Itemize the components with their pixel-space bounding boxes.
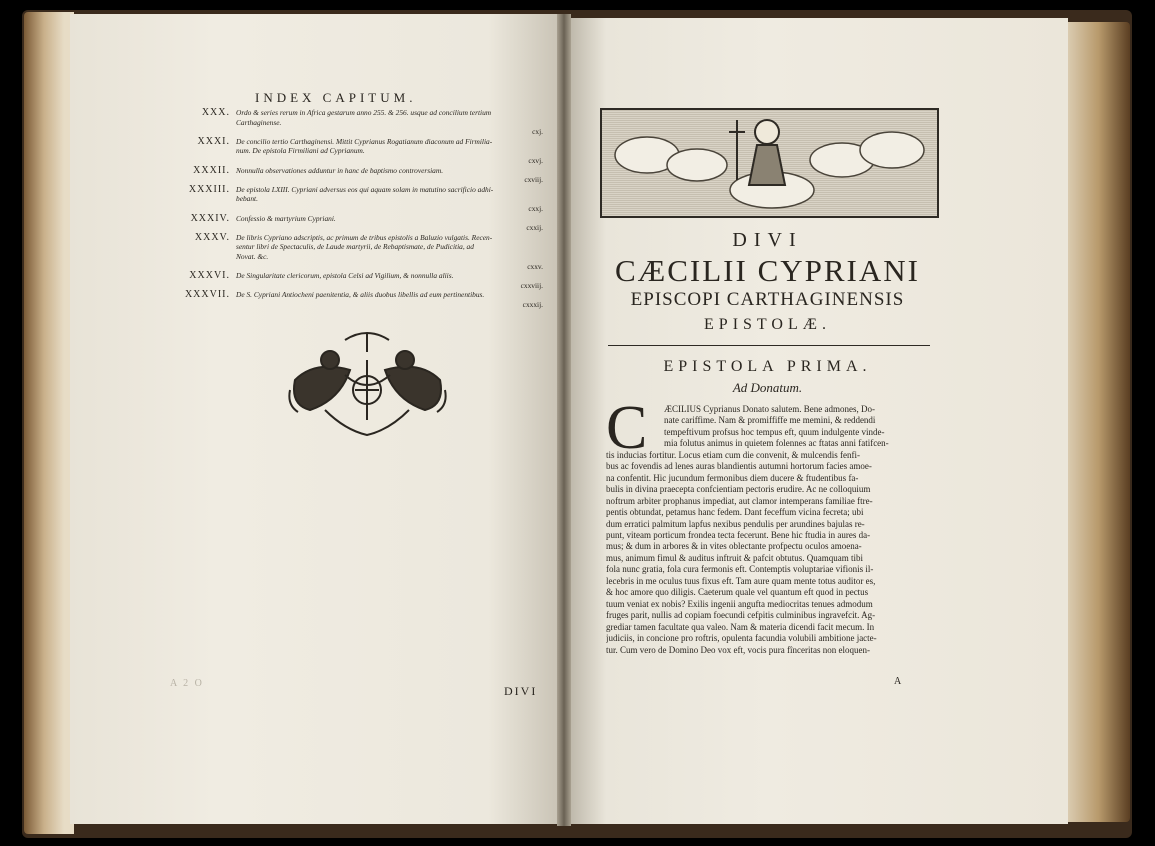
epistle-line: bulis in divina praecepta confcientiam pectoris erudire. Ac ne colloquium <box>606 484 871 495</box>
index-entry-text <box>236 166 543 185</box>
index-entry-text <box>236 271 543 290</box>
index-entry <box>178 185 543 214</box>
epistle-line: judiciis, in concione pro roftris, opulenta facundia volubili ambitione jacte- <box>606 633 877 644</box>
index-entry-number: XXXII. <box>193 164 230 176</box>
index-entry-text <box>236 137 543 166</box>
index-entry <box>178 290 543 309</box>
epistle-line: mia folutus animus in quietem folennes ac ftatas anni fatifcen- <box>664 438 889 449</box>
index-entry-line: Nonnulla observationes adduntur in hanc de baptismo controversiam. <box>236 165 444 175</box>
clouds-figure-icon <box>602 110 937 216</box>
index-entry-line: Carthaginense. <box>236 117 282 127</box>
index-entry-text <box>236 290 543 309</box>
index-entry <box>178 166 543 185</box>
index-entry-line: Novat. &c. <box>236 251 269 261</box>
index-entry-number: XXXVI. <box>189 270 230 282</box>
epistle-line: tur. Cum vero de Domino Deo vox eft, vocis pura fînceritas non eloquen- <box>606 644 870 655</box>
index-entry-page: cxxj. <box>528 203 543 213</box>
index-entry <box>178 137 543 166</box>
title-episcopi: EPISCOPI CARTHAGINENSIS <box>630 289 905 310</box>
index-entry-line: De epistola LXIII. Cypriani adversus eos qui aquam solam in matutino sacrificio adhi- <box>236 184 494 194</box>
index-entry-line: sentur libri de Spectaculis, de Laude martyrii, de Rebaptismate, de Pudicitia, ad <box>236 242 474 252</box>
epistle-line: nate cariffime. Nam & promiffiffe me memini, & reddendi <box>664 415 876 426</box>
index-entry-text <box>236 214 543 233</box>
epistle-body <box>606 404 932 656</box>
book-gutter <box>557 14 571 826</box>
epistle-line: mus, animum fimul & auditus inftruit & pafcit obtutus. Quamquam tibi <box>606 552 863 563</box>
epistle-line: grediar tamen facultate qua valeo. Nam & materia dicendi facit mecum. In <box>606 621 875 632</box>
index-entry-number: XXXVII. <box>184 289 230 301</box>
index-entry-line: Confessio & martyrium Cypriani. <box>236 213 336 223</box>
epistle-addressee: Ad Donatum. <box>732 380 803 395</box>
right-page-edges <box>1060 22 1130 822</box>
index-entry-line: De concilio tertio Carthaginensi. Mittit Cyprianus Rogatianum diaconum ad Firmilia- <box>236 136 493 146</box>
epistle-line: ÆCILIUS Cyprianus Donato salutem. Bene admones, Do- <box>664 404 875 414</box>
epistle-line: tis inducias fortitur. Locus etiam cum die convenit, & mulcendis fenfi- <box>606 449 860 460</box>
index-entry-text <box>236 108 543 137</box>
index-entry-line: bebant. <box>236 194 258 204</box>
right-catchword: A <box>894 676 902 687</box>
left-catchword: DIVI <box>504 684 538 698</box>
index-entry-number: XXX. <box>201 107 230 118</box>
epistle-heading: EPISTOLA PRIMA. <box>663 358 872 375</box>
epistle-line: noftrum arbiter prophanus impediat, aut clamor intemperans familiae ftre- <box>606 495 873 506</box>
index-entry-line: num. De epistola Firmiliani ad Cyprianum. <box>236 146 365 156</box>
epistle-line: tuum veniat ex nobis? Exilis ingenii angufta mediocritas tenues admodum <box>606 598 873 609</box>
epistle-line: bus ac fovendis ad lenes auras blandientis autumni hortorum facies amoe- <box>606 461 872 472</box>
title-rule <box>608 345 930 346</box>
index-entry-page: cxvj. <box>528 155 543 165</box>
index-entry-line: De libris Cypriano adscriptis, ac primum de tribus epistolis a Baluzio vulgatis. Recen- <box>236 232 493 242</box>
headpiece-engraving <box>600 108 939 218</box>
title-epistolae: EPISTOLÆ. <box>704 316 831 333</box>
index-entry-page: cxxxij. <box>522 299 543 309</box>
index-entry <box>178 214 543 233</box>
epistle-line: lecebris in me oculus tuus fixus eft. Tam aure quam mente totus auditor es, <box>606 575 876 586</box>
index-entry-page: cxxij. <box>526 223 543 233</box>
epistle-line: & hoc amore quo diligis. Caeterum quale vel quantum eft quod in pectus <box>606 587 869 598</box>
index-entry-number: XXXV. <box>194 231 230 243</box>
index-entry-line: Ordo & series rerum in Africa gestarum anno 255. & 256. usque ad concilium tertium <box>236 108 492 117</box>
index-entry-number: XXXIII. <box>188 183 230 195</box>
epistle-line: dum erratici palmitum lapfus nexibus pendulis per arundines bajulas re- <box>606 518 865 529</box>
title-divi: DIVI <box>732 229 803 251</box>
drop-cap: C <box>606 394 648 462</box>
index-entry-number: XXXI. <box>197 135 230 147</box>
index-entry-page: cxxviij. <box>520 280 543 290</box>
index-entry-line: De Singularitate clericorum, epistola Celsi ad Vigilium, & nonnulla aliis. <box>236 271 454 281</box>
index-entry-line: De S. Cypriani Antiocheni paenitentia, & aliis duobus libellis ad eum pertinentibus. <box>236 290 485 300</box>
index-entry-page: cxxv. <box>527 261 543 271</box>
bleed-through-text: A 2 O <box>170 678 204 689</box>
index-entry <box>178 108 543 137</box>
index-entry-page: cxj. <box>532 127 543 137</box>
index-entry-page: cxviij. <box>524 175 543 185</box>
left-page-edges <box>24 12 74 834</box>
index-entry-text <box>236 185 543 214</box>
epistle-line: mus; & dum in arbores & in vites oblectante profpectu oculos amoena- <box>606 541 862 552</box>
index-table <box>178 108 543 309</box>
epistle-line: pentis obtundat, petamus hanc fedem. Dant feceffum vicina fecreta; ubi <box>606 507 864 518</box>
floral-ornament-icon <box>285 330 450 442</box>
title-author: CÆCILII CYPRIANI <box>615 253 920 288</box>
epistle-line: fruges parit, nullis ad copiam foecundi cefpitis culminibus ingravefcit. Ag- <box>606 610 876 621</box>
index-heading: INDEX CAPITUM. <box>255 90 417 105</box>
index-entry-text <box>236 233 543 271</box>
index-entry <box>178 233 543 271</box>
epistle-line: na confentit. Hic jucundum fermonibus diem ducere & ftudentibus fa- <box>606 472 859 483</box>
index-entry-number: XXXIV. <box>190 212 230 224</box>
index-entry <box>178 271 543 290</box>
epistle-line: fola nunc gratia, fola cura fermonis eft. Contemptis voluptariae vifionis il- <box>606 564 874 575</box>
epistle-line: punt, viteam porticum frondea tecta fecerunt. Bene hic ftudia in aures da- <box>606 529 871 540</box>
epistle-line: tempeftivum profsus hoc tempus eft, quum indulgente vinde- <box>664 426 885 437</box>
